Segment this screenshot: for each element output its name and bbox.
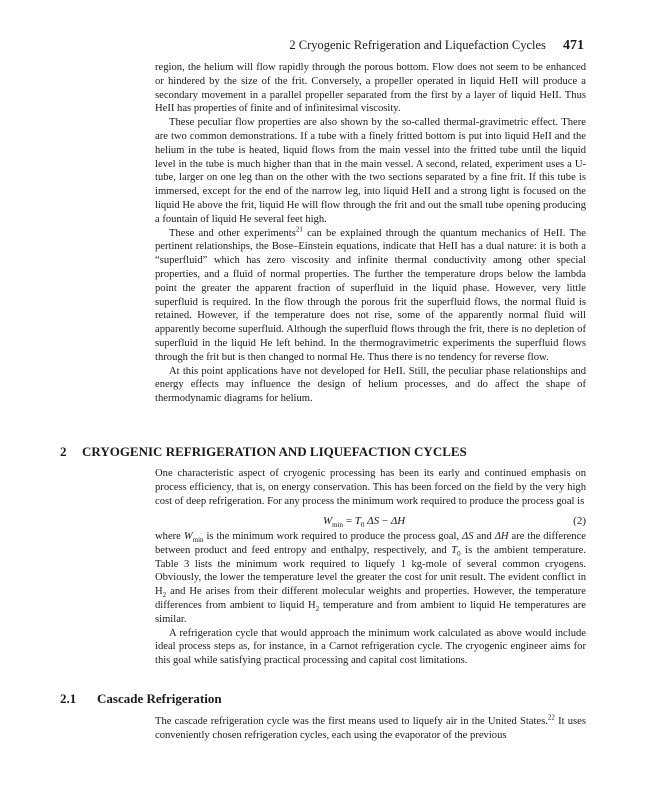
equation-body: $W_{min} = T_0$ ΔS − ΔH [323, 515, 406, 530]
paragraph-1: region, the helium will flow rapidly through the porous bottom. Flow does not seem to be enhanced or hindered by the size of the frit. Conversely, a propeller operated in liquid HeII will produce a secondary movement in a parallel propeller separated from the first by a layer of liquid HeII. Thus HeII has properties of finite and of infinitesimal viscosity. [155, 62, 586, 115]
section-2-intro-block [155, 467, 586, 536]
section-2-intro: One characteristic aspect of cryogenic processing has been its early and continued emphasis on process efficiency, that is, on energy conservation. This has been forced on the field by the very high cost of deep refrigeration. For any process the minimum work required to produce the process goal is [155, 468, 586, 507]
paragraph-3 [155, 227, 586, 365]
equation-number: (2) [573, 515, 586, 528]
section-2-1-body [155, 715, 586, 743]
cascade-paragraph: The cascade refrigeration cycle was the first means used to liquefy air in the United States.$^{22}$ It uses conveniently chosen refrigeration cycles, each using the evaporator of the previous [155, 713, 587, 741]
paragraph-3-start: These and other experiments [169, 227, 296, 239]
section-2-1-heading [60, 691, 222, 707]
section-2-title: CRYOGENIC REFRIGERATION AND LIQUEFACTION CYCLES [82, 444, 467, 459]
body-text-top [155, 61, 586, 406]
running-title: 2 Cryogenic Refrigeration and Liquefaction Cycles [289, 38, 546, 52]
section-2-1-title: Cascade Refrigeration [97, 691, 222, 706]
page-number: 471 [563, 38, 584, 53]
reference-22: 22 [547, 713, 555, 722]
running-header [289, 38, 584, 54]
paragraph-3-rest: can be explained through the quantum mechanics of HeII. The pertinent relationships, the Bose–Einstein equations, indicate that HeII has a dual nature: it is both a “superfluid” which has zero viscosity and infinite thermal conductivity among other special properties, and a fluid of normal properties. The further the temperature drops below the lambda point the greater the apparent fraction of superfluid in the liquid phase. However, very little superfluid is required. In the flow through the porous frit the superfluid flows, the normal fluid is retained. However, if the temperature does not rise, some of the apparently normal fluid will apparently become superfluid. Although the superfluid flows through the frit, there is no depletion of superfluid in the liquid He left behind. In the thermogravimetric experiments the superfluid flows through the frit but is then changed to normal He. Thus there is no tendency for reverse flow. [155, 227, 586, 363]
paragraph-2: These peculiar flow properties are also shown by the so-called thermal-gravimetric effect. There are two common demonstrations. If a tube with a finely fritted bottom is put into liquid HeII and the helium in the tube is heated, liquid flows from the main vessel into the fritted tube until the liquid level in the tube is much higher than that in the main vessel. A second, related, experiment uses a U-tube, larger on one leg than on the other with the two sections separated by a fine frit. If this tube is immersed, except for the end of the narrow leg, into liquid HeII and a strong light is focused on the liquid He above the frit, liquid He will flow through the frit and out the small tube opening producing a fountain of liquid He several feet high. [155, 117, 586, 225]
paragraph-4: At this point applications have not developed for HeII. Still, the peculiar phase relationships and energy effects may influence the design of helium processes, and do affect the shape of thermodynamic diagrams for helium. [155, 365, 586, 405]
where-paragraph: where $W_{min}$ is the minimum work required to produce the process goal, ΔS and ΔH are the difference between product and feed entropy and enthalpy, respectively, and $T_0$ is the ambient temperature. Table 3 lists the minimum work required to liquefy 1 kg-mole of several common cryogens. Obviously, the lower the temperature level the greater the cost for unit result. The evident conflict in $H_2$ and He arises from their different molecular weights and properties. However, the temperature differences from ambient to liquid $H_2$ temperature and from ambient to liquid He temperatures are similar. [155, 531, 587, 625]
section-2-number: 2 [60, 444, 67, 459]
section-2-body [155, 530, 586, 668]
closing-paragraph: A refrigeration cycle that would approach the minimum work calculated as above would include ideal process steps as, for instance, in a Carnot refrigeration cycle. The cryogenic engineer aims for this goal while satisfying practical processing and capital cost limitations. [155, 627, 586, 667]
reference-21: 21 [295, 225, 303, 234]
section-2-heading [60, 444, 467, 460]
section-2-1-number: 2.1 [60, 691, 77, 706]
